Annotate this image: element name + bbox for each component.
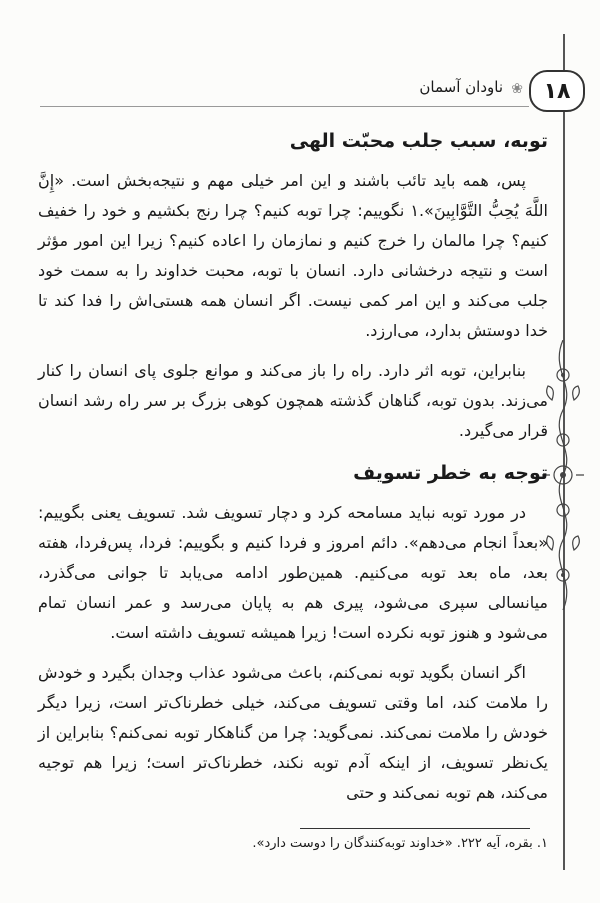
- page-body: [38, 118, 548, 818]
- flower-icon: ❀: [511, 81, 523, 97]
- paragraph: بنابراین، توبه اثر دارد. راه را باز می‌کند و موانع جلوی پای انسان را کنار می‌زند. بدون توبه، گناهان گذشته همچون کوهی بزرگ بر سر راه رشد انسان قرار می‌گیرد.: [38, 361, 548, 440]
- book-title: ناودان آسمان: [419, 78, 503, 96]
- footnote: ۱. بقره، آیه ۲۲۲. «خداوند توبه‌کنندگان را دوست دارد».: [252, 836, 548, 851]
- section-heading-procrastination: توجه به خطر تسویف: [353, 462, 548, 484]
- running-header: [40, 70, 585, 110]
- page-number: ۱۸: [529, 70, 585, 112]
- header-rule: [40, 106, 529, 107]
- section-heading-love: توبه، سبب جلب محبّت الهی: [289, 130, 548, 152]
- paragraph: پس، همه باید تائب باشند و این امر خیلی مهم و نتیجه‌بخش است. «إِنَّ اللَّهَ يُحِبُّ التَّوَّابِينَ».۱ نگوییم: چرا توبه کنیم؟ چرا رنج بکشیم و خود را خفیف کنیم؟ چرا مالمان را خرج کنیم و نمازمان را اعاده کنیم؟ زیرا این امور مؤثر است و نتیجه درخشانی دارد. انسان با توبه، محبت خداوند را به سمت خود جلب می‌کند و این امر کمی نیست. اگر انسان همه هستی‌اش را فدا کند تا خدا دوستش بدارد، می‌ارزد.: [38, 171, 548, 340]
- footnote-rule: [300, 828, 530, 829]
- paragraph: اگر انسان بگوید توبه نمی‌کنم، باعث می‌شود عذاب وجدان بگیرد و خودش را ملامت کند، اما وقتی تسویف می‌کند، خیلی خطرناک‌تر است، زیرا دیگر خودش را ملامت نمی‌کند. نمی‌گوید: چرا من گناهکار توبه نمی‌کنم؟ بنابراین از یک‌نظر تسویف، از اینکه آدم توبه نکند، خطرناک‌تر است؛ زیرا هم توجیه می‌کند، هم توبه نمی‌کند و حتی: [38, 663, 548, 802]
- paragraph: در مورد توبه نباید مسامحه کرد و دچار تسویف شد. تسویف یعنی بگوییم: «بعداً انجام می‌دهم». دائم امروز و فردا کنیم و بگوییم: فردا، پس‌فردا، هفته بعد، ماه بعد توبه می‌کنیم. همین‌طور ادامه می‌یابد تا جوانی می‌گذرد، میانسالی سپری می‌شود، پیری هم به پایان می‌رسد و عمر انسان تمام می‌شود و هنوز توبه نکرده است! زیرا همیشه تسویف داشته است.: [38, 503, 548, 642]
